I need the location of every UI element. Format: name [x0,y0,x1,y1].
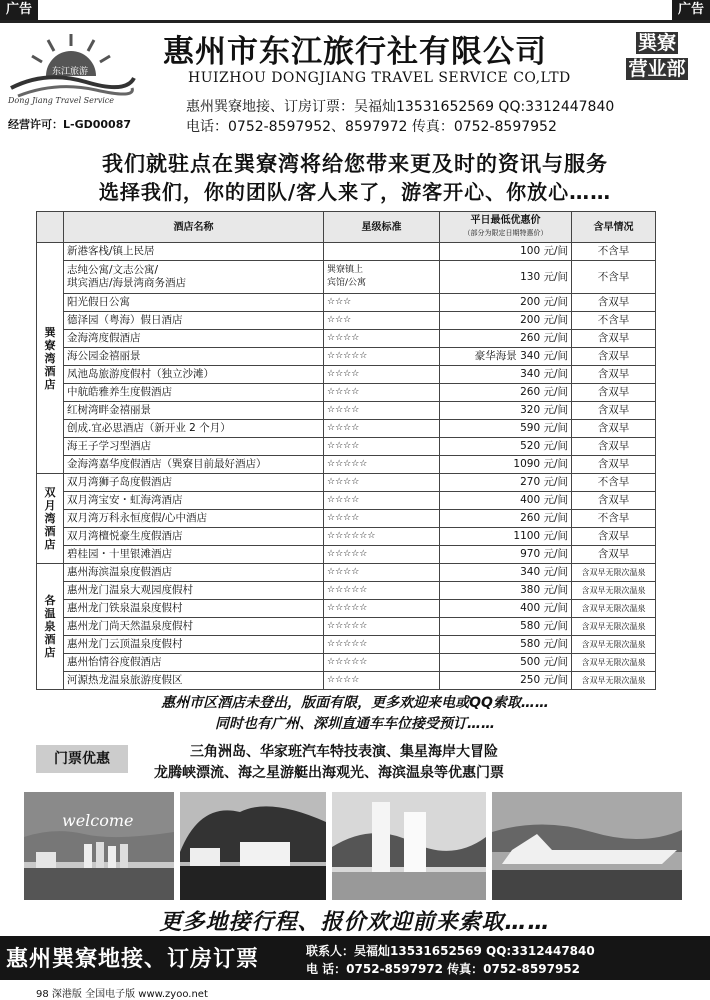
hotel-price: 1100 元/间 [440,528,572,546]
slogan-2: 选择我们，你的团队/客人来了，游客开心、你放心…… [98,180,612,204]
table-row [37,492,656,510]
hotel-stars: ☆☆☆☆☆ [324,546,440,564]
hotel-breakfast: 含双早 [572,366,656,384]
hotel-stars: ☆☆☆☆ [324,420,440,438]
table-row [37,510,656,528]
table-row [37,672,656,690]
hotel-name: 惠州海滨温泉度假酒店 [64,564,324,582]
hotel-breakfast: 含双早无限次温泉 [572,600,656,618]
hotel-stars: ☆☆☆☆ [324,438,440,456]
hotel-stars: ☆☆☆☆☆ [324,582,440,600]
hotel-price: 1090 元/间 [440,456,572,474]
hotel-name: 金海湾嘉华度假酒店（巽寮目前最好酒店） [64,456,324,474]
hotel-breakfast: 含双早 [572,492,656,510]
bottom-contact-bar [0,936,710,980]
header-stars: 星级标准 [324,212,440,243]
hotel-price: 260 元/间 [440,510,572,528]
header-price: 平日最低优惠价 （部分为限定日期特惠价） [440,212,572,243]
group-label: 各 温 泉 酒 店 [37,564,64,690]
hotel-name: 双月湾檀悦豪生度假酒店 [64,528,324,546]
table-row [37,564,656,582]
top-divider [0,20,710,23]
table-row [37,528,656,546]
ad-tag-left: 广告 [0,0,38,20]
hotel-price: 380 元/间 [440,582,572,600]
hotel-name: 惠州龙门温泉大观园度假村 [64,582,324,600]
hotel-breakfast: 含双早无限次温泉 [572,564,656,582]
hotel-stars: ☆☆☆☆☆ [324,618,440,636]
hotel-name: 惠州龙门尚天然温泉度假村 [64,618,324,636]
hotel-name: 惠州龙门铁泉温泉度假村 [64,600,324,618]
company-name: 惠州市东江旅行社有限公司 [163,34,547,70]
hotel-price: 970 元/间 [440,546,572,564]
promo-line-2: 同时也有广州、深圳直通车车位接受预订…… [215,716,495,732]
hotel-price: 250 元/间 [440,672,572,690]
hotel-name: 德泽园（粤海）假日酒店 [64,312,324,330]
group-label: 巽 寮 湾 酒 店 [37,243,64,474]
photo-caption: welcome [62,811,134,830]
logo-mark: 东江旅游 [52,67,89,77]
hotel-breakfast: 不含早 [572,243,656,261]
hotel-name: 创成.宜必思酒店（新开业 2 个月） [64,420,324,438]
hotel-stars: ☆☆☆☆ [324,510,440,528]
hotel-stars: ☆☆☆☆ [324,474,440,492]
hotel-price: 520 元/间 [440,438,572,456]
hotel-name: 双月湾狮子岛度假酒店 [64,474,324,492]
hotel-stars [324,243,440,261]
hotel-name: 金海湾度假酒店 [64,330,324,348]
dept-line1: 巽寮 [637,32,676,54]
hotel-name: 惠州龙门云顶温泉度假村 [64,636,324,654]
hotel-name: 红树湾畔金禧丽景 [64,402,324,420]
table-row [37,600,656,618]
hotel-stars: ☆☆☆☆ [324,384,440,402]
ticket-line-1: 三角洲岛、华家班汽车特技表演、集星海岸大冒险 [190,744,498,760]
license-number: 经营许可：L-GD00087 [8,118,132,131]
hotel-breakfast: 不含早 [572,474,656,492]
slogan-1: 我们就驻点在巽寮湾将给您带来更及时的资讯与服务 [102,152,608,176]
hotel-breakfast: 含双早 [572,384,656,402]
hotel-price: 260 元/间 [440,330,572,348]
hotel-breakfast: 含双早无限次温泉 [572,672,656,690]
hotel-stars: ☆☆☆☆ [324,402,440,420]
hotel-stars: ☆☆☆ [324,294,440,312]
hotel-name: 海公园金禧丽景 [64,348,324,366]
hotel-price: 豪华海景 340 元/间 [440,348,572,366]
bottom-contact-1: 联系人：吴福灿13531652569 QQ:3312447840 [306,944,595,958]
hotel-breakfast: 含双早 [572,402,656,420]
hotel-breakfast: 含双早 [572,420,656,438]
table-row [37,348,656,366]
table-row [37,636,656,654]
table-row [37,294,656,312]
hotel-breakfast: 含双早 [572,456,656,474]
hotel-price: 200 元/间 [440,312,572,330]
hotel-stars: ☆☆☆ [324,312,440,330]
hotel-price: 400 元/间 [440,492,572,510]
hotel-price: 580 元/间 [440,618,572,636]
contact-line2: 电话：0752-8597952、8597972 传真：0752-8597952 [186,119,557,135]
promo-line-1: 惠州市区酒店未登出，版面有限，更多欢迎来电或QQ索取…… [161,695,549,711]
hotel-stars: ☆☆☆☆☆ [324,654,440,672]
photo-yacht [492,792,682,900]
hotel-name: 志纯公寓/文志公寓/ 琪宾酒店/海景湾商务酒店 [64,261,324,294]
hotel-name: 双月湾万科永恒度假/心中酒店 [64,510,324,528]
hotel-price: 500 元/间 [440,654,572,672]
hotel-name: 海王子学习型酒店 [64,438,324,456]
hotel-stars: ☆☆☆☆ [324,330,440,348]
hotel-breakfast: 含双早无限次温泉 [572,654,656,672]
hotel-breakfast: 含双早 [572,546,656,564]
table-row [37,243,656,261]
hotel-stars: ☆☆☆☆☆ [324,456,440,474]
header-breakfast: 含早情况 [572,212,656,243]
hotel-name: 阳光假日公寓 [64,294,324,312]
table-row [37,366,656,384]
hotel-price: 200 元/间 [440,294,572,312]
hotel-price: 320 元/间 [440,402,572,420]
photo-towers [332,792,486,900]
hotel-breakfast: 含双早 [572,348,656,366]
group-label: 双 月 湾 酒 店 [37,474,64,564]
hotel-name: 河源热龙温泉旅游度假区 [64,672,324,690]
table-row [37,312,656,330]
hotel-breakfast: 含双早 [572,294,656,312]
contact-line1: 惠州巽寮地接、订房订票：吴福灿13531652569 QQ:3312447840 [186,99,615,115]
hotel-name: 双月湾宝安・虹海湾酒店 [64,492,324,510]
hotel-price: 590 元/间 [440,420,572,438]
hotel-name: 碧桂园・十里银滩酒店 [64,546,324,564]
hotel-breakfast: 不含早 [572,510,656,528]
hotel-stars: ☆☆☆☆☆ [324,348,440,366]
hotel-price: 270 元/间 [440,474,572,492]
hotel-name: 中航皓雅养生度假酒店 [64,384,324,402]
ad-tag-right: 广告 [672,0,710,20]
ticket-badge: 门票优惠 [36,745,128,773]
hotel-stars: ☆☆☆☆ [324,366,440,384]
hotel-breakfast: 含双早 [572,330,656,348]
hotel-breakfast: 不含早 [572,261,656,294]
hotel-price-table [36,211,656,690]
hotel-price: 580 元/间 [440,636,572,654]
bottom-title: 惠州巽寮地接、订房订票 [6,947,260,972]
hotel-price: 100 元/间 [440,243,572,261]
closing-line: 更多地接行程、报价欢迎前来索取…… [159,910,551,935]
header-group [37,212,64,243]
table-row [37,474,656,492]
table-row [37,384,656,402]
hotel-stars: 巽寮镇上 宾馆/公寓 [324,261,440,294]
company-name-en: HUIZHOU DONGJIANG TRAVEL SERVICE CO,LTD [188,70,571,86]
hotel-price: 340 元/间 [440,366,572,384]
table-row [37,618,656,636]
table-row [37,402,656,420]
hotel-stars: ☆☆☆☆☆ [324,636,440,654]
hotel-breakfast: 含双早无限次温泉 [572,618,656,636]
hotel-breakfast: 含双早 [572,528,656,546]
hotel-breakfast: 含双早 [572,438,656,456]
photo-hillside-hotels [180,792,326,900]
table-row [37,582,656,600]
hotel-price: 260 元/间 [440,384,572,402]
table-row [37,456,656,474]
hotel-price: 130 元/间 [440,261,572,294]
logo-text: Dong Jiang Travel Service [8,96,115,105]
hotel-breakfast: 不含早 [572,312,656,330]
table-row [37,261,656,294]
department-label [612,30,702,82]
table-row [37,420,656,438]
bottom-contact-2: 电 话：0752-8597972 传真：0752-8597952 [306,962,581,976]
hotel-price: 400 元/间 [440,600,572,618]
header-name: 酒店名称 [64,212,324,243]
hotel-breakfast: 含双早无限次温泉 [572,636,656,654]
table-row [37,654,656,672]
hotel-stars: ☆☆☆☆ [324,672,440,690]
hotel-name: 凤池岛旅游度假村（独立沙滩） [64,366,324,384]
hotel-name: 惠州怡情谷度假酒店 [64,654,324,672]
page-footer: 98 深港版 全国电子版 www.zyoo.net [36,989,208,1000]
hotel-stars: ☆☆☆☆☆ [324,600,440,618]
hotel-name: 新港客栈/镇上民居 [64,243,324,261]
table-header-row [37,212,656,243]
ticket-line-2: 龙腾峡漂流、海之星游艇出海观光、海滨温泉等优惠门票 [154,765,504,781]
table-row [37,546,656,564]
hotel-stars: ☆☆☆☆ [324,492,440,510]
hotel-stars: ☆☆☆☆ [324,564,440,582]
hotel-breakfast: 含双早无限次温泉 [572,582,656,600]
table-row [37,330,656,348]
table-row [37,438,656,456]
hotel-stars: ☆☆☆☆☆☆ [324,528,440,546]
hotel-price: 340 元/间 [440,564,572,582]
dept-line2: 营业部 [628,58,686,80]
photo-waterfront-city [24,792,174,900]
